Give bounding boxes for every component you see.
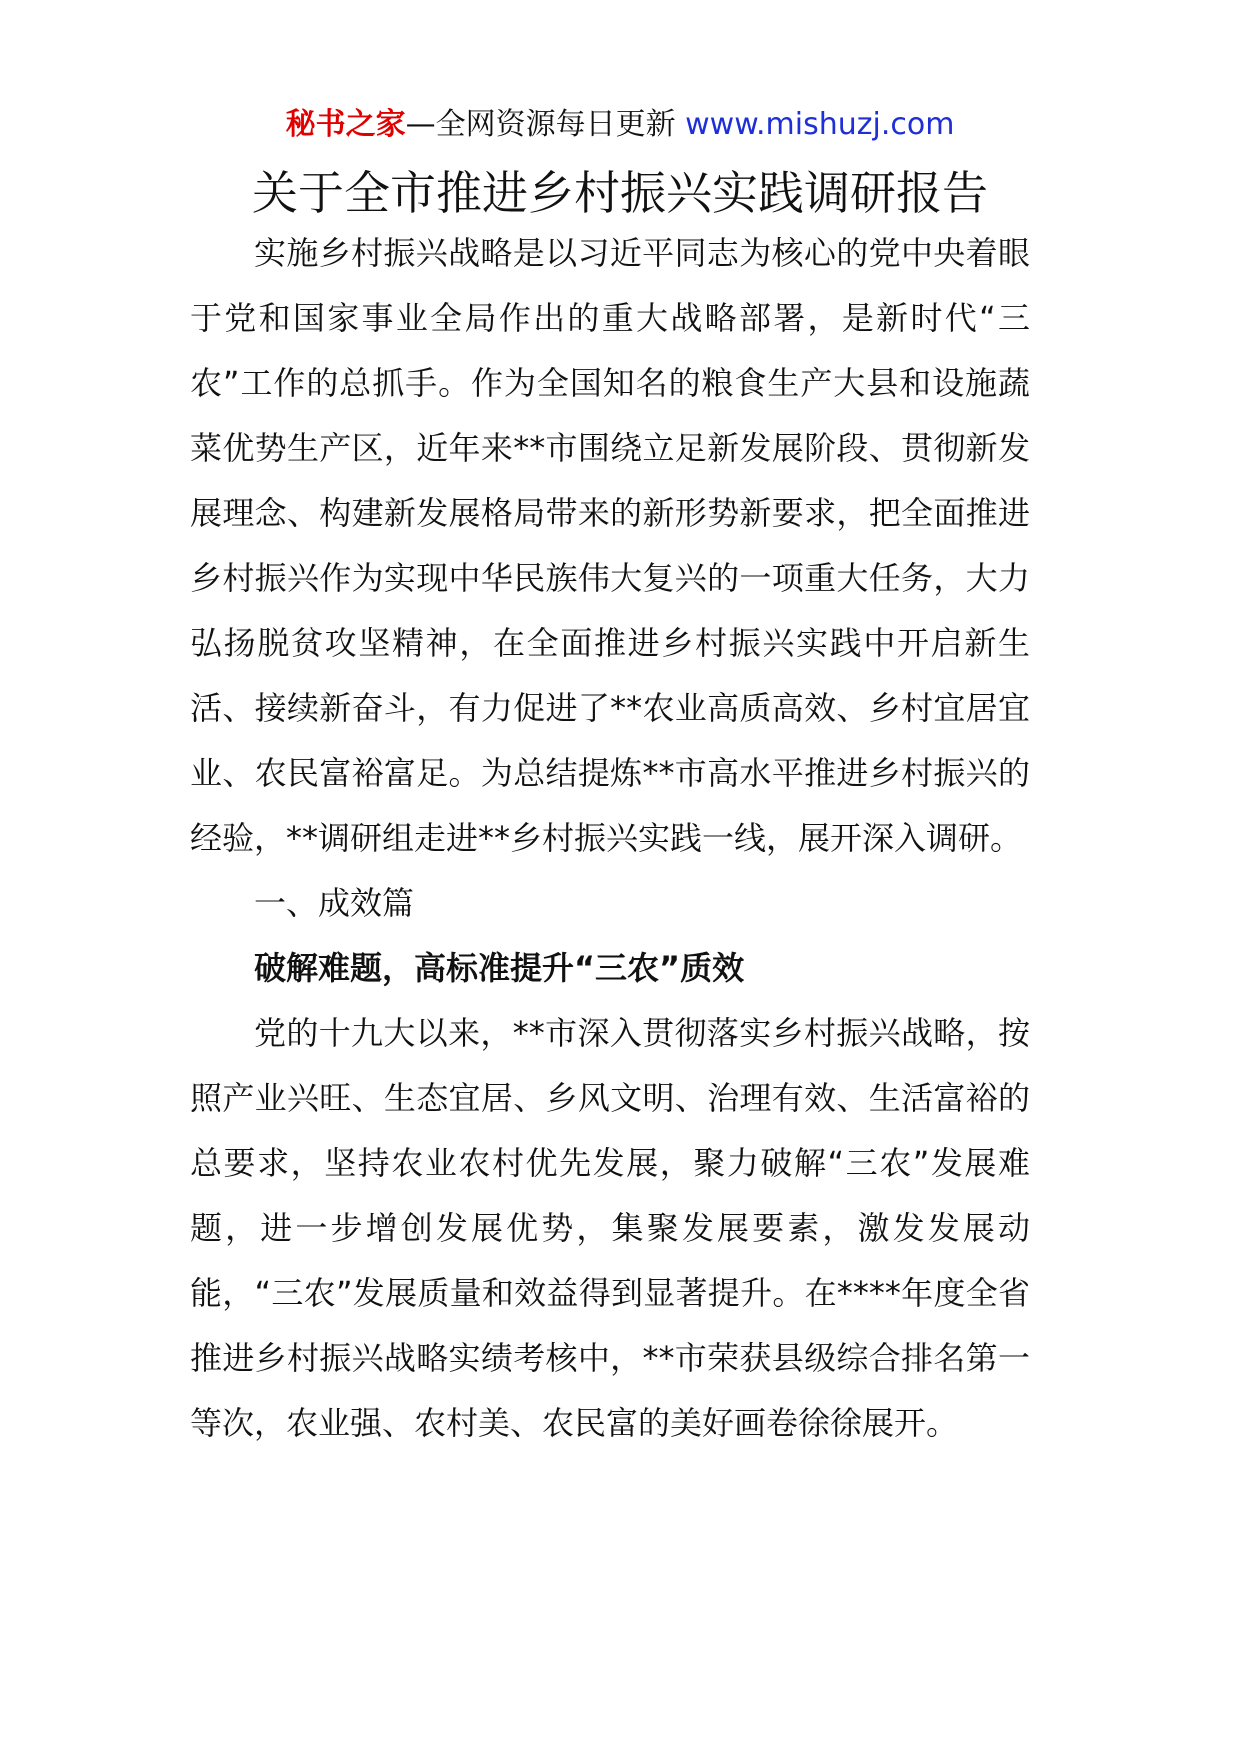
document-body xyxy=(190,221,1030,1456)
site-url[interactable]: www.mishuzj.com xyxy=(685,107,955,142)
brand-name: 秘书之家 xyxy=(285,107,406,142)
body-paragraph: 党的十九大以来，**市深入贯彻落实乡村振兴战略，按照产业兴旺、生态宜居、乡风文明、治理有效、生活富裕的总要求，坚持农业农村优先发展，聚力破解“三农”发展难题，进一步增创发展优势，集聚发展要素，激发发展动能，“三农”发展质量和效益得到显著提升。在****年度全省推进乡村振兴战略实绩考核中，**市荣获县级综合排名第一等次，农业强、农村美、农民富的美好画卷徐徐展开。 xyxy=(190,1014,1030,1442)
site-banner xyxy=(0,98,1240,152)
intro-paragraph: 实施乡村振兴战略是以习近平同志为核心的党中央着眼于党和国家事业全局作出的重大战略部署，是新时代“三农”工作的总抓手。作为全国知名的粮食生产大县和设施蔬菜优势生产区，近年来**市围绕立足新发展阶段、贯彻新发展理念、构建新发展格局带来的新形势新要求，把全面推进乡村振兴作为实现中华民族伟大复兴的一项重大任务，大力弘扬脱贫攻坚精神，在全面推进乡村振兴实践中开启新生活、接续新奋斗，有力促进了**农业高质高效、乡村宜居宜业、农民富裕富足。为总结提炼**市高水平推进乡村振兴的经验，**调研组走进**乡村振兴实践一线，展开深入调研。 xyxy=(190,234,1030,857)
section-heading: 一、成效篇 xyxy=(254,884,415,922)
banner-tagline: —全网资源每日更新 xyxy=(405,107,676,142)
subsection-heading: 破解难题，高标准提升“三农”质效 xyxy=(254,949,745,987)
document-title: 关于全市推进乡村振兴实践调研报告 xyxy=(252,166,988,220)
